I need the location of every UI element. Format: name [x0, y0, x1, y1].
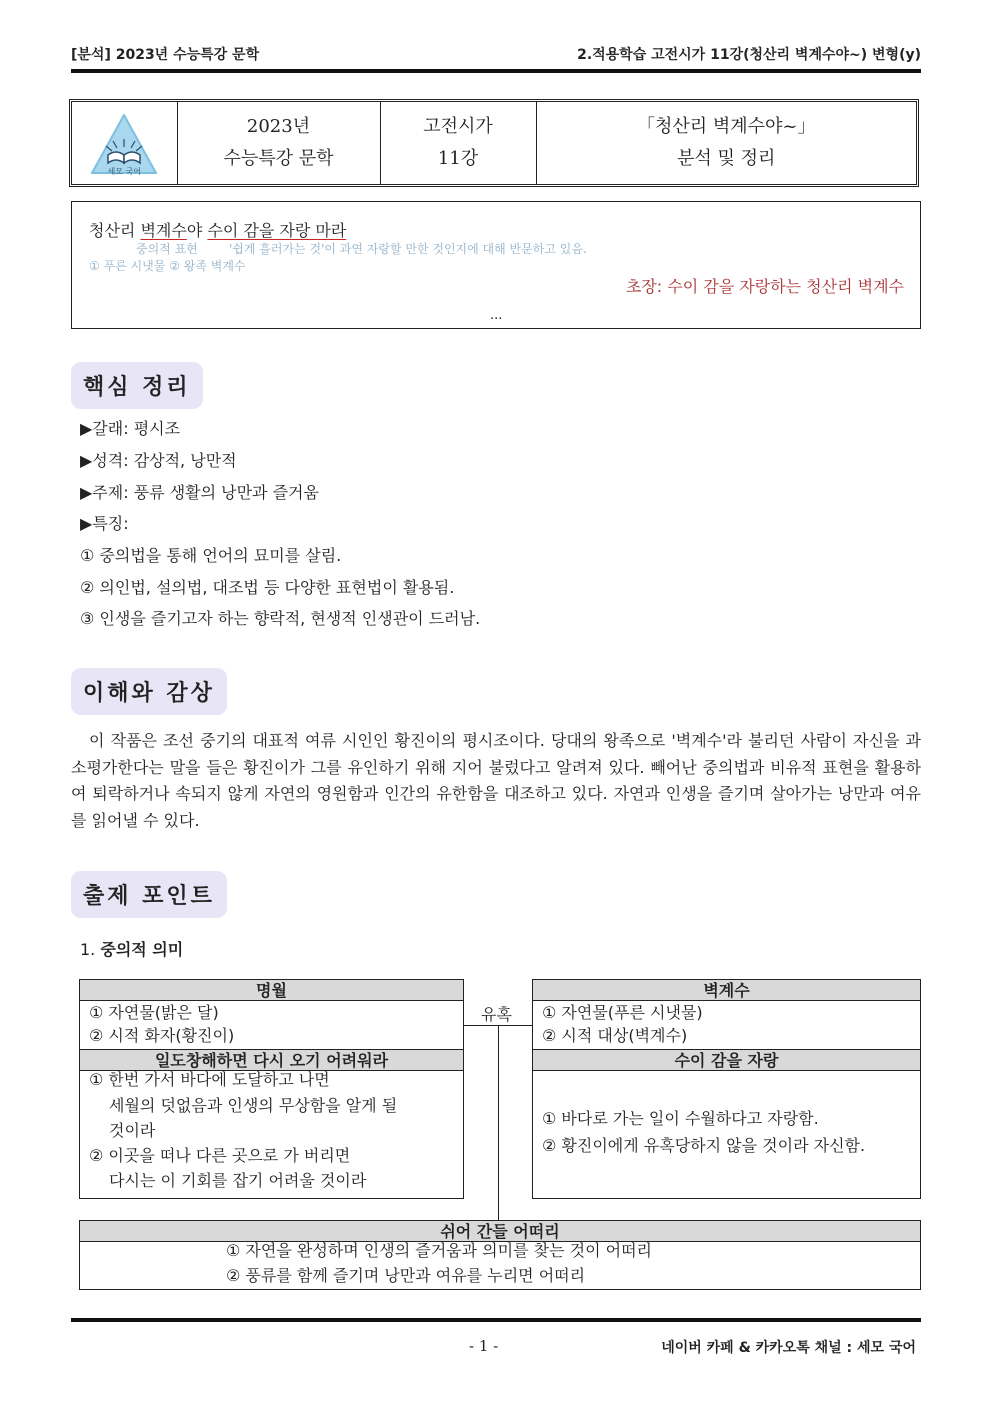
box-byeokgyesu-title: 벽계수 [533, 980, 920, 1001]
core-feature-3: ③ 인생을 즐기고자 하는 향락적, 현생적 인생관이 드러남. [80, 609, 481, 628]
box-byeokgyesu-item-2: ② 시적 대상(벽계수) [542, 1026, 688, 1045]
appreciation-text [71, 728, 921, 834]
box-boast-item-1: ① 바다로 가는 일이 수월하다고 자랑함. [542, 1109, 819, 1128]
section-heading-points: 출제 포인트 [71, 871, 227, 918]
core-feature-1: ① 중의법을 통해 언어의 묘미를 살림. [80, 546, 342, 565]
box-rest-item-2: ② 풍류를 함께 즐기며 낭만과 여유를 누리면 어떠리 [226, 1266, 586, 1285]
footer-channel: 네이버 카페 & 카카오톡 채널 : 세모 국어 [661, 1340, 916, 1356]
box-rest [79, 1220, 921, 1290]
box-ildochanghae [79, 1049, 464, 1199]
core-feature-2: ② 의인법, 설의법, 대조법 등 다양한 표현법이 활용됨. [80, 578, 455, 597]
page-header [71, 44, 921, 64]
poem-line-1 [89, 218, 346, 241]
box-myeongwol-title: 명월 [80, 980, 463, 1001]
core-item-features: ▶특징: [80, 514, 129, 533]
poem-word-ya: 야 [186, 221, 208, 240]
footer-rule [71, 1318, 921, 1322]
box-ildochanghae-title: 일도창해하면 다시 오기 어려워라 [80, 1050, 463, 1071]
annotation-meaning: ① 푸른 시냇물 ② 왕족 벽계수 [89, 259, 246, 273]
core-item-theme: ▶주제: 풍류 생활의 낭만과 즐거움 [80, 483, 319, 502]
title-cell-work [536, 102, 916, 184]
points-subheading [80, 937, 183, 960]
points-sub-number: 1. [80, 940, 101, 959]
title-work: 「청산리 벽계수야~」 [636, 116, 816, 137]
logo-text: 세모 국어 [107, 167, 141, 176]
box-ildochanghae-item-1: ① 한번 가서 바다에 도달하고 나면 [89, 1070, 330, 1089]
box-ildochanghae-item-1c: 것이라 [109, 1121, 156, 1140]
poem-word-byeokgyesu: 벽계수 [140, 221, 187, 240]
box-ildochanghae-item-1b: 세월의 덧없음과 인생의 무상함을 알게 될 [109, 1096, 398, 1115]
section-heading-core: 핵심 정리 [71, 362, 203, 409]
title-cell-unit [380, 102, 536, 184]
title-year: 2023년 [246, 116, 311, 137]
section-heading-appreciation: 이해와 감상 [71, 668, 227, 715]
header-rule [71, 69, 921, 73]
box-myeongwol-item-2: ② 시적 화자(황진이) [89, 1026, 235, 1045]
box-boast [532, 1049, 921, 1199]
box-rest-title: 쉬어 간들 어떠리 [80, 1221, 920, 1242]
title-cell-book [177, 102, 380, 184]
points-sub-title: 중의적 의미 [100, 940, 184, 959]
box-boast-title: 수이 감을 자랑 [533, 1050, 920, 1071]
appreciation-body: 이 작품은 조선 중기의 대표적 여류 시인인 황진이의 평시조이다. 당대의 왕족으로 '벽계수'라 불리던 사람이 자신을 과소평가한다는 말을 들은 황진이가 그를 유인하기 위해 지어 불렀다고 알려져 있다. 빼어난 중의법과 비유적 표현을 활용하여 퇴락하거나 속되지 않게 자연의 영원함과 인간의 유한함을 대조하고 있다. 자연과 인생을 즐기며 살아가는 낭만과 여유를 읽어낼 수 있다. [71, 731, 921, 830]
box-ildochanghae-item-2b: 다시는 이 기회를 잡기 어려울 것이라 [109, 1171, 367, 1190]
box-ildochanghae-item-2: ② 이곳을 떠나 다른 곳으로 가 버리면 [89, 1146, 351, 1165]
poem-phrase-boast: 수이 감을 자랑 마라 [207, 221, 347, 240]
title-lesson: 11강 [437, 148, 479, 169]
box-byeokgyesu-item-1: ① 자연물(푸른 시냇물) [542, 1003, 703, 1022]
poem-ellipsis: ... [490, 308, 503, 323]
box-myeongwol-item-1: ① 자연물(밝은 달) [89, 1003, 219, 1022]
title-book: 수능특강 문학 [223, 148, 334, 169]
poem-box [71, 201, 921, 329]
box-myeongwol [79, 979, 464, 1050]
core-item-genre: ▶갈래: 평시조 [80, 419, 181, 438]
box-boast-item-2: ② 황진이에게 유혹당하지 않을 것이라 자신함. [542, 1136, 866, 1155]
annotation-question: '쉽게 흘러가는 것'이 과연 자랑할 만한 것인지에 대해 반문하고 있음. [229, 242, 587, 256]
title-box [69, 99, 919, 187]
box-byeokgyesu [532, 979, 921, 1050]
page-number: - 1 - [469, 1337, 499, 1355]
core-item-character: ▶성격: 감상적, 낭만적 [80, 451, 237, 470]
title-genre: 고전시가 [423, 116, 493, 137]
logo-cell [72, 102, 177, 184]
header-right: 2.적용학습 고전시가 11강(청산리 벽계수야~) 변형(y) [577, 47, 921, 63]
annotation-dual: 중의적 표현 [136, 242, 198, 256]
label-yuhok: 유혹 [481, 1002, 512, 1025]
poem-word-cheongsan: 청산리 [89, 221, 141, 240]
box-rest-item-1: ① 자연을 완성하며 인생의 즐거움과 의미를 찾는 것이 어떠리 [226, 1241, 652, 1260]
title-subtitle: 분석 및 정리 [677, 148, 776, 169]
header-left: [분석] 2023년 수능특강 문학 [71, 47, 260, 63]
connector-vertical [498, 1025, 499, 1221]
poem-summary: 초장: 수이 감을 자랑하는 청산리 벽계수 [625, 277, 904, 296]
